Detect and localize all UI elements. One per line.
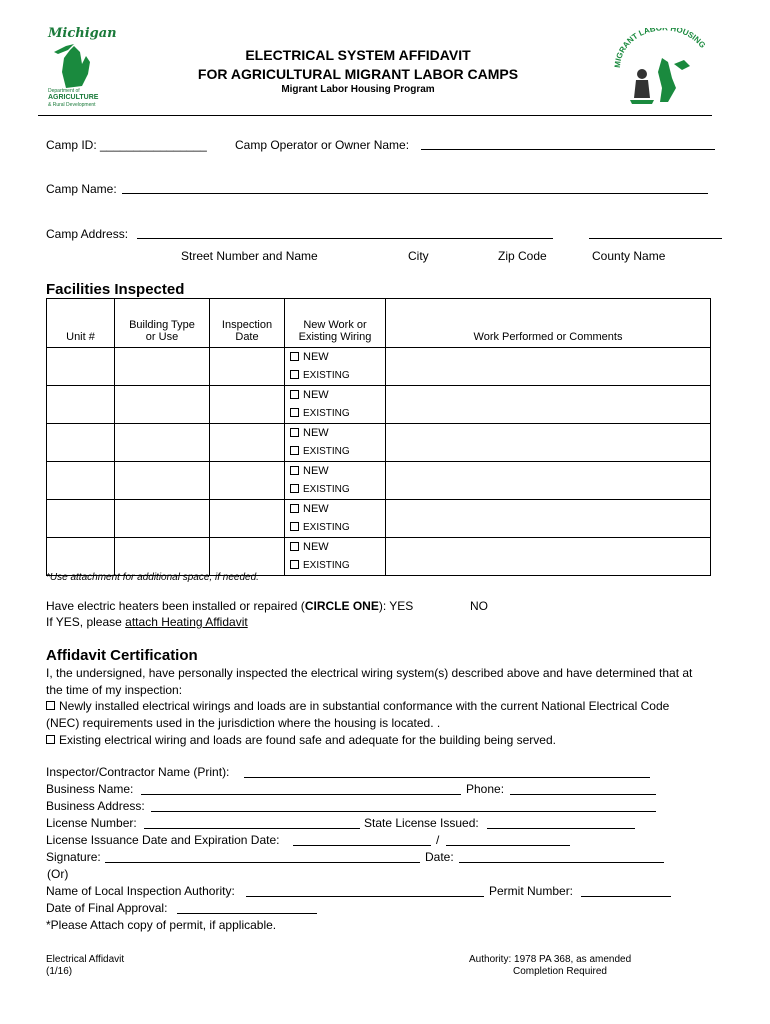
- logo-state-name: Michigan: [48, 26, 117, 41]
- certification-text-line1: I, the undersigned, have personally inspected the electrical wiring system(s) described above and have determined that at: [46, 666, 693, 680]
- wiring-cell: NEW EXISTING: [285, 500, 386, 538]
- inspection-date-cell[interactable]: [210, 424, 285, 462]
- heater-no-option[interactable]: NO: [470, 599, 488, 613]
- logo-dept-line3: & Rural Development: [48, 102, 96, 108]
- facilities-heading: Facilities Inspected: [46, 281, 185, 298]
- business-address-field[interactable]: [151, 811, 656, 812]
- camp-name-label: Camp Name:: [46, 182, 117, 196]
- signature-label: Signature:: [46, 850, 101, 864]
- form-title-line1: ELECTRICAL SYSTEM AFFIDAVIT: [245, 47, 471, 63]
- inspection-date-cell[interactable]: [210, 462, 285, 500]
- existing-checkbox[interactable]: [290, 446, 299, 455]
- certification-option-existing: Existing electrical wiring and loads are found safe and adequate for the building being served.: [46, 733, 556, 747]
- heater-ifyes: If YES, please attach Heating Affidavit: [46, 615, 248, 629]
- table-row: [47, 538, 711, 576]
- migrant-labor-housing-logo: [612, 28, 712, 110]
- wiring-cell: NEW EXISTING: [285, 348, 386, 386]
- heater-question: Have electric heaters been installed or repaired (CIRCLE ONE): YES: [46, 599, 414, 613]
- table-header-row: [47, 299, 711, 348]
- comments-cell[interactable]: [386, 538, 711, 576]
- certification-heading: Affidavit Certification: [46, 647, 198, 664]
- date-label: Date:: [425, 850, 454, 864]
- county-name-field[interactable]: [589, 238, 722, 239]
- building-type-cell[interactable]: [115, 386, 210, 424]
- table-row: [47, 462, 711, 500]
- header-divider: [38, 115, 712, 116]
- attach-permit-note: *Please Attach copy of permit, if applicable.: [46, 918, 277, 932]
- building-type-cell[interactable]: [115, 500, 210, 538]
- signature-field[interactable]: [105, 862, 420, 863]
- street-caption: Street Number and Name: [181, 249, 318, 263]
- inspector-label: Inspector/Contractor Name (Print):: [46, 765, 230, 779]
- new-checkbox[interactable]: [290, 428, 299, 437]
- date-field[interactable]: [459, 862, 664, 863]
- new-checkbox[interactable]: [290, 466, 299, 475]
- date-separator: /: [436, 833, 440, 847]
- comments-cell[interactable]: [386, 500, 711, 538]
- attachment-note: *Use attachment for additional space, if needed.: [46, 572, 259, 583]
- existing-wiring-checkbox[interactable]: [46, 735, 55, 744]
- logo-dept-line2: AGRICULTURE: [48, 94, 99, 101]
- comments-cell[interactable]: [386, 424, 711, 462]
- building-type-cell[interactable]: [115, 348, 210, 386]
- comments-cell[interactable]: [386, 462, 711, 500]
- inspector-field[interactable]: [244, 777, 650, 778]
- comments-cell[interactable]: [386, 348, 711, 386]
- wiring-cell: NEW EXISTING: [285, 538, 386, 576]
- unit-cell[interactable]: [47, 500, 115, 538]
- new-checkbox[interactable]: [290, 542, 299, 551]
- state-issued-field[interactable]: [487, 828, 635, 829]
- footer-authority: Authority: 1978 PA 368, as amended: [469, 954, 632, 965]
- license-number-field[interactable]: [144, 828, 360, 829]
- county-caption: County Name: [592, 249, 666, 263]
- building-type-cell[interactable]: [115, 538, 210, 576]
- camp-address-field[interactable]: [137, 238, 553, 239]
- wiring-cell: NEW EXISTING: [285, 424, 386, 462]
- local-authority-field[interactable]: [246, 896, 484, 897]
- footer-form-name: Electrical Affidavit: [46, 954, 125, 965]
- existing-checkbox[interactable]: [290, 370, 299, 379]
- or-label: (Or): [47, 867, 69, 881]
- column-header-wiring: New Work or Existing Wiring: [285, 299, 386, 348]
- migrant-labor-housing-emblem-icon: [612, 28, 712, 110]
- building-type-cell[interactable]: [115, 462, 210, 500]
- footer-completion: Completion Required: [513, 966, 607, 977]
- camp-id-label: Camp ID: ________________: [46, 138, 207, 152]
- facilities-table: [46, 298, 711, 576]
- new-checkbox[interactable]: [290, 352, 299, 361]
- inspection-date-cell[interactable]: [210, 500, 285, 538]
- table-row: [47, 386, 711, 424]
- final-approval-field[interactable]: [177, 913, 317, 914]
- business-address-label: Business Address:: [46, 799, 145, 813]
- column-header-building-type: Building Type or Use: [115, 299, 210, 348]
- building-type-cell[interactable]: [115, 424, 210, 462]
- unit-cell[interactable]: [47, 386, 115, 424]
- wiring-cell: NEW EXISTING: [285, 462, 386, 500]
- certification-text-line2: the time of my inspection:: [46, 683, 183, 697]
- business-name-label: Business Name:: [46, 782, 134, 796]
- local-authority-label: Name of Local Inspection Authority:: [46, 884, 235, 898]
- business-name-field[interactable]: [141, 794, 461, 795]
- unit-cell[interactable]: [47, 348, 115, 386]
- table-row: [47, 500, 711, 538]
- camp-name-field[interactable]: [122, 193, 708, 194]
- existing-checkbox[interactable]: [290, 484, 299, 493]
- form-title-line2: FOR AGRICULTURAL MIGRANT LABOR CAMPS: [197, 66, 519, 82]
- inspection-date-cell[interactable]: [210, 386, 285, 424]
- certification-option-new-cont: (NEC) requirements used in the jurisdiction where the housing is located. .: [46, 716, 441, 730]
- final-approval-label: Date of Final Approval:: [46, 901, 168, 915]
- footer-revision: (1/16): [46, 966, 73, 977]
- new-checkbox[interactable]: [290, 504, 299, 513]
- program-subtitle: Migrant Labor Housing Program: [281, 84, 435, 95]
- unit-cell[interactable]: [47, 538, 115, 576]
- permit-number-label: Permit Number:: [489, 884, 574, 898]
- city-caption: City: [408, 249, 429, 263]
- existing-checkbox[interactable]: [290, 408, 299, 417]
- phone-field[interactable]: [510, 794, 656, 795]
- column-header-comments: Work Performed or Comments: [386, 299, 711, 348]
- column-header-unit: Unit #: [47, 299, 115, 348]
- license-number-label: License Number:: [46, 816, 137, 830]
- unit-cell[interactable]: [47, 424, 115, 462]
- table-row: [47, 348, 711, 386]
- certification-option-new: Newly installed electrical wirings and loads are in substantial conformance with the current National Electrical Code: [46, 699, 669, 713]
- new-checkbox[interactable]: [290, 390, 299, 399]
- heating-affidavit-link[interactable]: attach Heating Affidavit: [125, 615, 248, 629]
- existing-checkbox[interactable]: [290, 522, 299, 531]
- state-issued-label: State License Issued:: [364, 816, 479, 830]
- comments-cell[interactable]: [386, 386, 711, 424]
- phone-label: Phone:: [466, 782, 505, 796]
- camp-address-label: Camp Address:: [46, 227, 129, 241]
- existing-checkbox[interactable]: [290, 560, 299, 569]
- wiring-cell: NEW EXISTING: [285, 386, 386, 424]
- inspection-date-cell[interactable]: [210, 538, 285, 576]
- issuance-date-field[interactable]: [293, 845, 431, 846]
- new-wiring-checkbox[interactable]: [46, 701, 55, 710]
- camp-operator-label: Camp Operator or Owner Name:: [235, 138, 410, 152]
- column-header-inspection-date: Inspection Date: [210, 299, 285, 348]
- unit-cell[interactable]: [47, 462, 115, 500]
- camp-operator-field[interactable]: [421, 149, 715, 150]
- logo-dept-line1: Department of: [48, 88, 80, 94]
- svg-text:MIGRANT LABOR HOUSING: MIGRANT LABO HOUSING: [612, 28, 708, 69]
- inspection-date-cell[interactable]: [210, 348, 285, 386]
- zip-caption: Zip Code: [498, 249, 547, 263]
- issuance-label: License Issuance Date and Expiration Date:: [46, 833, 280, 847]
- expiration-date-field[interactable]: [446, 845, 570, 846]
- permit-number-field[interactable]: [581, 896, 671, 897]
- table-row: [47, 424, 711, 462]
